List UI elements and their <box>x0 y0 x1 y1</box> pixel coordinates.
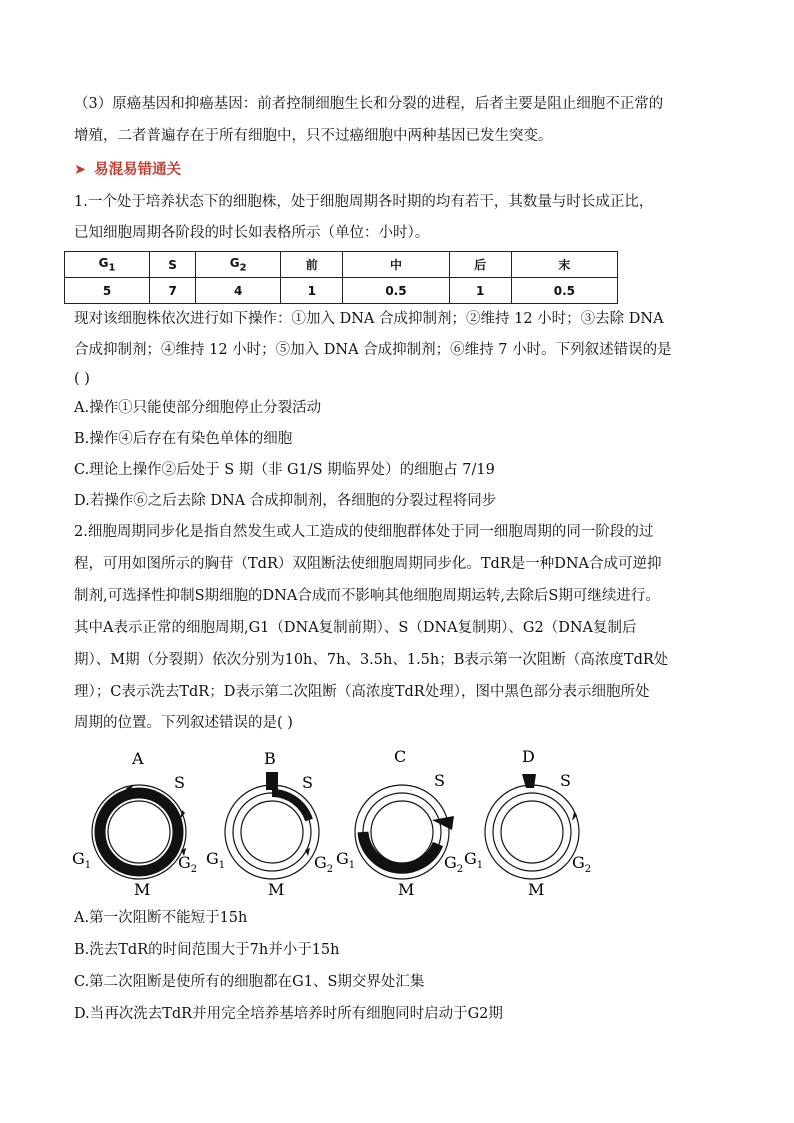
q1-option-a: A.操作①只能使部分细胞停止分裂活动 <box>74 400 322 416</box>
q2-option-c: C.第二次阻断是使所有的细胞都在G1、S期交界处汇集 <box>74 974 425 990</box>
circle-b <box>206 749 333 899</box>
phase-g2-label: $G_2$ <box>178 853 198 875</box>
phase-g1-label: $G_1$ <box>72 849 92 871</box>
q2-line: 周期的位置。下列叙述错误的是( ) <box>74 715 293 731</box>
table-value-row <box>65 278 618 304</box>
arrow-bullet-icon: ➤ <box>74 162 87 178</box>
table-header-cell: 末 <box>511 252 617 278</box>
para3-line2: 增殖，二者普遍存在于所有细胞中，只不过癌细胞中两种基因已发生突变。 <box>74 128 553 144</box>
phase-m-label: M <box>528 880 545 899</box>
circle-a <box>72 749 197 899</box>
phase-s-label: S <box>560 771 571 790</box>
phase-s-label: S <box>174 773 185 792</box>
phase-g1-label: $G_1$ <box>206 849 226 871</box>
table-header-cell: $G_2$ <box>196 252 281 278</box>
phase-s-label: S <box>302 773 313 792</box>
table-cell: 0.5 <box>343 278 449 304</box>
cell-cycle-diagram <box>66 740 626 900</box>
q1-stem-line1: 1.一个处于培养状态下的细胞株，处于细胞周期各时期的均有若干，其数量与时长成正比， <box>74 194 654 210</box>
q2-line: 理）；C表示洗去TdR；D表示第二次阻断（高浓度TdR处理），图中黑色部分表示细胞所处 <box>74 684 650 700</box>
table-header-cell: 中 <box>343 252 449 278</box>
q2-line: 2.细胞周期同步化是指自然发生或人工造成的使细胞群体处于同一细胞周期的同一阶段的过 <box>74 524 654 540</box>
table-cell: 1 <box>449 278 511 304</box>
circle-label: C <box>394 747 407 766</box>
q1-ops-line2: 合成抑制剂；④维持 12 小时；⑤加入 DNA 合成抑制剂；⑥维持 7 小时。下列叙述错误的是 <box>74 342 672 358</box>
q2-option-a: A.第一次阻断不能短于15h <box>74 910 248 926</box>
table-header-cell: 前 <box>281 252 343 278</box>
table-cell: 4 <box>196 278 281 304</box>
q1-option-b: B.操作④后存在有染色单体的细胞 <box>74 431 293 447</box>
phase-g2-label: $G_2$ <box>444 853 464 875</box>
phase-m-label: M <box>268 880 285 899</box>
circle-label: D <box>522 747 535 766</box>
table-cell: 5 <box>65 278 150 304</box>
q1-stem-line2: 已知细胞周期各阶段的时长如表格所示（单位：小时）。 <box>74 225 430 241</box>
table-cell: 7 <box>150 278 196 304</box>
circle-c <box>336 747 463 899</box>
table-header-cell: 后 <box>449 252 511 278</box>
q2-option-d: D.当再次洗去TdR并用完全培养基培养时所有细胞同时启动于G2期 <box>74 1006 503 1022</box>
phase-g2-label: $G_2$ <box>572 853 592 875</box>
section-heading <box>74 154 724 186</box>
table-header-cell: S <box>150 252 196 278</box>
q2-line: 期）、M期（分裂期）依次分别为10h、7h、3.5h、1.5h；B表示第一次阻断（高浓度TdR处 <box>74 652 669 668</box>
phase-m-label: M <box>398 880 415 899</box>
circle-label: B <box>264 749 276 768</box>
q1-ops-line1: 现对该细胞株依次进行如下操作：①加入 DNA 合成抑制剂；②维持 12 小时；③去除 DNA <box>74 311 664 327</box>
q2-line: 程，可用如图所示的胸苷（TdR）双阻断法使细胞周期同步化。TdR是一种DNA合成可逆抑 <box>74 556 662 572</box>
table-cell: 1 <box>281 278 343 304</box>
q1-ops-line3: ( ) <box>74 371 90 387</box>
section-heading-text: 易混易错通关 <box>94 162 182 178</box>
q1-option-d: D.若操作⑥之后去除 DNA 合成抑制剂，各细胞的分裂过程将同步 <box>74 493 497 509</box>
q1-option-c: C.理论上操作②后处于 S 期（非 G1/S 期临界处）的细胞占 7/19 <box>74 462 495 478</box>
phase-duration-table <box>64 251 618 304</box>
phase-g2-label: $G_2$ <box>314 853 334 875</box>
circle-label: A <box>132 749 144 768</box>
phase-s-label: S <box>434 771 445 790</box>
phase-g1-label: $G_1$ <box>336 849 356 871</box>
q2-line: 其中A表示正常的细胞周期,G1（DNA复制前期）、S（DNA复制期）、G2（DNA复制后 <box>74 620 637 636</box>
phase-m-label: M <box>134 880 151 899</box>
table-cell: 0.5 <box>511 278 617 304</box>
phase-g1-label: $G_1$ <box>464 849 484 871</box>
para3-line1: （3）原癌基因和抑癌基因：前者控制细胞生长和分裂的进程，后者主要是阻止细胞不正常的 <box>74 96 664 112</box>
q2-line: 制剂,可选择性抑制S期细胞的DNA合成而不影响其他细胞周期运转,去除后S期可继续进行。 <box>74 588 660 604</box>
circle-d <box>464 747 591 899</box>
q2-option-b: B.洗去TdR的时间范围大于7h并小于15h <box>74 942 340 958</box>
table-header-row <box>65 252 618 278</box>
table-header-cell: $G_1$ <box>65 252 150 278</box>
